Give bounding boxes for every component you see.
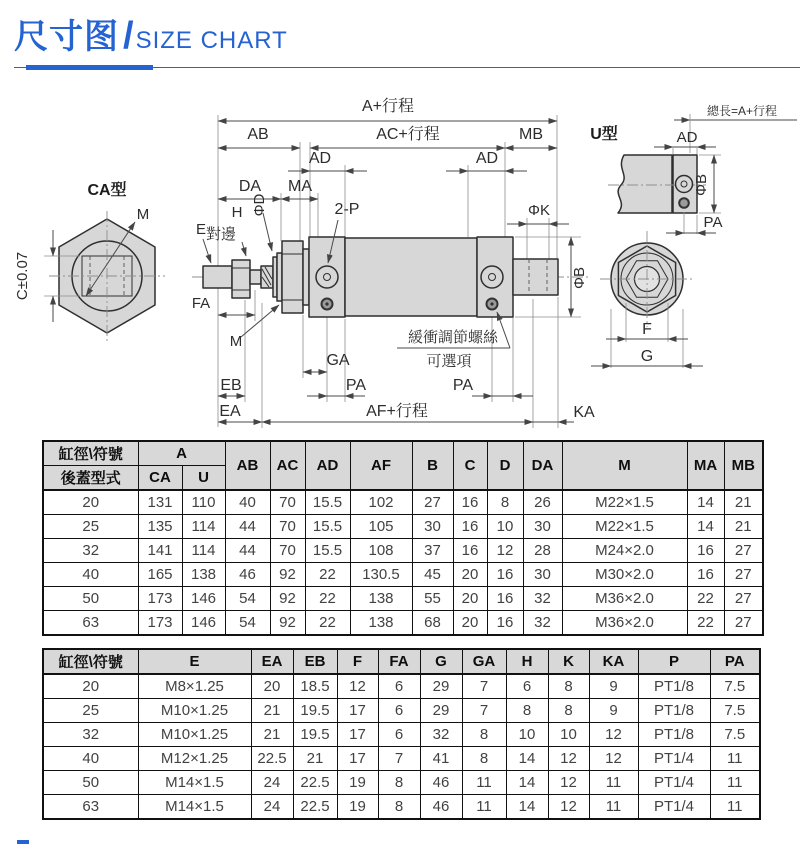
- dimension-value-cell: 22.5: [293, 771, 337, 795]
- dimension-value-cell: 138: [350, 611, 412, 636]
- dimension-value-cell: 108: [350, 539, 412, 563]
- title-slash: /: [123, 15, 134, 57]
- dimension-value-cell: 54: [225, 587, 270, 611]
- cylinder-technical-drawing: [0, 91, 800, 431]
- dimension-value-cell: 10: [548, 723, 589, 747]
- table1-corner-bottom: 後蓋型式: [43, 466, 138, 491]
- dimension-value-cell: 138: [350, 587, 412, 611]
- table-row: [43, 699, 760, 723]
- dimension-value-cell: PT1/8: [638, 674, 710, 699]
- table2-col-e: E: [138, 649, 251, 674]
- table2-col-h: H: [506, 649, 548, 674]
- dimension-value-cell: 7.5: [710, 699, 760, 723]
- dimension-value-cell: 32: [523, 587, 562, 611]
- dimension-value-cell: 24: [251, 771, 293, 795]
- dimension-value-cell: 55: [412, 587, 453, 611]
- dimension-value-cell: 9: [589, 699, 638, 723]
- dimension-value-cell: 28: [523, 539, 562, 563]
- dimension-value-cell: 135: [138, 515, 182, 539]
- dimension-value-cell: 12: [487, 539, 523, 563]
- table-row: [43, 539, 763, 563]
- dim-label-pa-right: PA: [452, 377, 474, 394]
- table-row: [43, 611, 763, 636]
- rear-port-circle: [481, 266, 503, 288]
- table2-col-p: P: [638, 649, 710, 674]
- table1-col-da: DA: [523, 441, 562, 490]
- dim-label-ea: EA: [219, 403, 241, 420]
- dimension-value-cell: 8: [462, 747, 506, 771]
- dim-label-ad-right: AD: [475, 150, 499, 167]
- dimension-value-cell: 22: [687, 611, 724, 636]
- dimension-value-cell: PT1/4: [638, 771, 710, 795]
- dimension-value-cell: 19: [337, 771, 378, 795]
- dim-label-phi-b-main: ΦB: [571, 267, 588, 289]
- dimension-value-cell: M24×2.0: [562, 539, 687, 563]
- dim-label-eb: EB: [220, 377, 242, 394]
- dimension-value-cell: 26: [523, 490, 562, 515]
- bore-size-cell: 32: [43, 723, 138, 747]
- dim-label-ac-stroke: AC+行程: [376, 126, 440, 143]
- table1-corner-top: 缸徑\符號: [43, 441, 138, 466]
- dimension-value-cell: 114: [182, 539, 225, 563]
- dimension-value-cell: 29: [420, 699, 462, 723]
- side-view: [192, 97, 595, 428]
- tube-with-break: [618, 155, 672, 213]
- dimension-value-cell: 8: [506, 699, 548, 723]
- dim-label-f: F: [642, 321, 652, 338]
- dimension-value-cell: 46: [225, 563, 270, 587]
- dim-label-pa-left: PA: [345, 377, 367, 394]
- u-type-view: [590, 104, 797, 234]
- front-port-circle: [316, 266, 338, 288]
- dimension-value-cell: 8: [378, 771, 420, 795]
- dimension-value-cell: 7: [462, 699, 506, 723]
- dimension-value-cell: 9: [589, 674, 638, 699]
- dimension-value-cell: 14: [687, 515, 724, 539]
- dimension-value-cell: 10: [506, 723, 548, 747]
- bore-size-cell: 40: [43, 563, 138, 587]
- dimension-value-cell: 20: [251, 674, 293, 699]
- dimension-value-cell: 27: [724, 587, 763, 611]
- dim-label-ab: AB: [247, 126, 269, 143]
- dimension-value-cell: 14: [506, 771, 548, 795]
- dimension-value-cell: M22×1.5: [562, 515, 687, 539]
- dimension-value-cell: 8: [548, 699, 589, 723]
- dimension-value-cell: M14×1.5: [138, 771, 251, 795]
- table1-col-c: C: [453, 441, 487, 490]
- table1-col-mb: MB: [724, 441, 763, 490]
- cushion-screw-note: 緩衝調節螺絲: [407, 329, 499, 346]
- dimension-value-cell: 17: [337, 723, 378, 747]
- dimension-value-cell: 11: [710, 747, 760, 771]
- dim-label-phi-b-u: ΦB: [693, 174, 710, 196]
- dimension-value-cell: 27: [412, 490, 453, 515]
- page-title: [14, 14, 800, 63]
- dimension-value-cell: 14: [687, 490, 724, 515]
- bore-size-cell: 20: [43, 674, 138, 699]
- dimension-value-cell: 70: [270, 490, 305, 515]
- table1-col-m: M: [562, 441, 687, 490]
- dimension-value-cell: 14: [506, 795, 548, 820]
- dimension-value-cell: 173: [138, 611, 182, 636]
- dim-label-phi-d: ΦD: [251, 193, 268, 217]
- ca-type-label: CA型: [87, 182, 127, 199]
- dimension-value-cell: PT1/8: [638, 723, 710, 747]
- dimension-value-cell: 20: [453, 563, 487, 587]
- dimension-value-cell: 27: [724, 539, 763, 563]
- u-cushion-screw-circle: [679, 198, 689, 208]
- table1-col-ca: CA: [138, 466, 182, 491]
- dimension-value-cell: 12: [589, 723, 638, 747]
- dim-label-ad-u: AD: [676, 129, 698, 146]
- dimension-value-cell: 11: [710, 795, 760, 820]
- dimension-value-cell: M10×1.25: [138, 699, 251, 723]
- dimension-value-cell: 21: [724, 515, 763, 539]
- dimension-value-cell: 92: [270, 587, 305, 611]
- table2-body: [43, 674, 760, 819]
- table1-col-ad: AD: [305, 441, 350, 490]
- dimension-value-cell: 11: [589, 795, 638, 820]
- dimension-value-cell: 15.5: [305, 539, 350, 563]
- table2-col-ka: KA: [589, 649, 638, 674]
- dimension-value-cell: 22: [687, 587, 724, 611]
- bore-size-cell: 50: [43, 771, 138, 795]
- optional-note: 可選項: [426, 353, 472, 370]
- dimension-value-cell: 70: [270, 515, 305, 539]
- dim-label-m-top: M: [136, 206, 150, 223]
- ca-end-view: [14, 181, 165, 341]
- dimension-value-cell: 45: [412, 563, 453, 587]
- dim-label-da: DA: [238, 178, 262, 195]
- dimension-value-cell: 8: [487, 490, 523, 515]
- dimension-value-cell: 105: [350, 515, 412, 539]
- dimension-value-cell: 22.5: [251, 747, 293, 771]
- table2-col-fa: FA: [378, 649, 420, 674]
- dimension-value-cell: 20: [453, 587, 487, 611]
- table-row: [43, 587, 763, 611]
- dim-label-ka: KA: [573, 404, 595, 421]
- dimension-value-cell: 18.5: [293, 674, 337, 699]
- dimension-value-cell: M8×1.25: [138, 674, 251, 699]
- dimension-value-cell: 17: [337, 699, 378, 723]
- bore-size-cell: 63: [43, 795, 138, 820]
- dim-label-ma: MA: [288, 178, 312, 195]
- dimension-value-cell: 32: [523, 611, 562, 636]
- dimension-value-cell: 21: [251, 699, 293, 723]
- dimension-value-cell: 7: [462, 674, 506, 699]
- dimension-value-cell: 41: [420, 747, 462, 771]
- table-row: [43, 563, 763, 587]
- next-section-accent-mark: [17, 840, 29, 844]
- table2-col-k: K: [548, 649, 589, 674]
- dim-label-ga: GA: [326, 352, 350, 369]
- dim-label-e: E: [195, 221, 207, 238]
- dimension-value-cell: 92: [270, 563, 305, 587]
- dim-label-flats: 對邊: [205, 226, 237, 243]
- dimension-value-cell: 11: [462, 771, 506, 795]
- dimension-value-cell: 22: [305, 563, 350, 587]
- dim-label-two-p: 2-P: [334, 201, 360, 218]
- table2-col-ga: GA: [462, 649, 506, 674]
- bore-size-cell: 25: [43, 699, 138, 723]
- table1-col-u: U: [182, 466, 225, 491]
- dim-label-mb: MB: [519, 126, 543, 143]
- dimension-value-cell: 12: [548, 747, 589, 771]
- dimension-value-cell: 68: [412, 611, 453, 636]
- dimension-value-cell: 12: [337, 674, 378, 699]
- dimension-value-cell: 110: [182, 490, 225, 515]
- dimension-value-cell: 20: [453, 611, 487, 636]
- dimension-value-cell: 19.5: [293, 699, 337, 723]
- divider-accent-bar: [26, 65, 153, 70]
- dimension-value-cell: 11: [462, 795, 506, 820]
- dimension-value-cell: 40: [225, 490, 270, 515]
- table1-col-ab: AB: [225, 441, 270, 490]
- dimension-value-cell: 19.5: [293, 723, 337, 747]
- dimension-value-cell: 16: [487, 611, 523, 636]
- dimension-value-cell: PT1/4: [638, 795, 710, 820]
- dimension-table-1: [42, 440, 764, 636]
- dimension-value-cell: 27: [724, 563, 763, 587]
- dimension-value-cell: 27: [724, 611, 763, 636]
- dimension-value-cell: 44: [225, 515, 270, 539]
- table1-col-ac: AC: [270, 441, 305, 490]
- table2-col-f: F: [337, 649, 378, 674]
- dim-label-total-length: 總長=A+行程: [706, 104, 778, 118]
- dimension-value-cell: 21: [293, 747, 337, 771]
- header-divider: [14, 65, 800, 71]
- dimension-value-cell: 22: [305, 587, 350, 611]
- dimension-value-cell: 30: [412, 515, 453, 539]
- dim-label-fa: FA: [191, 295, 211, 312]
- dimension-value-cell: M14×1.5: [138, 795, 251, 820]
- dimension-value-cell: 16: [487, 587, 523, 611]
- dimension-value-cell: 46: [420, 795, 462, 820]
- dim-label-c-tolerance: C±0.07: [14, 251, 31, 301]
- dimension-value-cell: M36×2.0: [562, 611, 687, 636]
- dimension-table-2: [42, 648, 761, 820]
- table1-col-b: B: [412, 441, 453, 490]
- dimension-value-cell: 21: [724, 490, 763, 515]
- dimension-value-cell: 131: [138, 490, 182, 515]
- dimension-value-cell: M30×2.0: [562, 563, 687, 587]
- dimension-value-cell: 138: [182, 563, 225, 587]
- dim-label-a-stroke: A+行程: [361, 98, 415, 115]
- table-row: [43, 490, 763, 515]
- bore-size-cell: 40: [43, 747, 138, 771]
- dimension-value-cell: 146: [182, 611, 225, 636]
- dim-label-m-bottom: M: [229, 333, 243, 350]
- dimension-value-cell: 16: [453, 490, 487, 515]
- dimension-value-cell: 7: [378, 747, 420, 771]
- dimension-value-cell: 17: [337, 747, 378, 771]
- dimension-value-cell: 16: [453, 539, 487, 563]
- dimension-value-cell: 16: [687, 539, 724, 563]
- dimension-value-cell: 37: [412, 539, 453, 563]
- dimension-value-cell: 165: [138, 563, 182, 587]
- title-chinese: 尺寸图: [14, 18, 119, 56]
- dimension-value-cell: 11: [710, 771, 760, 795]
- dimension-value-cell: M36×2.0: [562, 587, 687, 611]
- dim-label-phi-k: ΦK: [528, 202, 550, 219]
- dimension-value-cell: 102: [350, 490, 412, 515]
- bore-size-cell: 20: [43, 490, 138, 515]
- dimension-value-cell: 114: [182, 515, 225, 539]
- table2-col-eb: EB: [293, 649, 337, 674]
- table2-col-ea: EA: [251, 649, 293, 674]
- table-row: [43, 515, 763, 539]
- table2-corner: 缸徑\符號: [43, 649, 138, 674]
- dimension-value-cell: 6: [506, 674, 548, 699]
- dim-label-h: H: [231, 204, 243, 221]
- dimension-value-cell: 14: [506, 747, 548, 771]
- dimension-value-cell: 141: [138, 539, 182, 563]
- dimension-value-cell: 30: [523, 563, 562, 587]
- dimension-value-cell: 24: [251, 795, 293, 820]
- dimension-value-cell: M12×1.25: [138, 747, 251, 771]
- dimension-value-cell: 6: [378, 699, 420, 723]
- table1-col-ma: MA: [687, 441, 724, 490]
- dimension-value-cell: 6: [378, 674, 420, 699]
- dimension-value-cell: 12: [548, 795, 589, 820]
- dimension-value-cell: 7.5: [710, 723, 760, 747]
- dimension-value-cell: 130.5: [350, 563, 412, 587]
- title-english: SIZE CHART: [135, 27, 288, 54]
- dimension-value-cell: 54: [225, 611, 270, 636]
- table1-col-d: D: [487, 441, 523, 490]
- dimension-value-cell: 16: [687, 563, 724, 587]
- dimension-value-cell: 32: [420, 723, 462, 747]
- dimension-value-cell: 19: [337, 795, 378, 820]
- table1-col-a: A: [138, 441, 225, 466]
- dimension-value-cell: 70: [270, 539, 305, 563]
- dimension-value-cell: 16: [453, 515, 487, 539]
- dimension-diagram: [0, 91, 800, 436]
- page-header: [0, 0, 800, 71]
- rod-nut: [232, 260, 250, 298]
- dimension-value-cell: PT1/4: [638, 747, 710, 771]
- bore-size-cell: 63: [43, 611, 138, 636]
- dimension-value-cell: 16: [487, 563, 523, 587]
- dimension-value-cell: 15.5: [305, 515, 350, 539]
- table-row: [43, 723, 760, 747]
- rear-end-view: [591, 231, 703, 368]
- table2-col-pa: PA: [710, 649, 760, 674]
- dimension-value-cell: 92: [270, 611, 305, 636]
- u-port-circle: [676, 176, 693, 193]
- mounting-hex-nut: [282, 241, 303, 313]
- bore-size-cell: 25: [43, 515, 138, 539]
- bore-size-cell: 32: [43, 539, 138, 563]
- dimension-value-cell: 21: [251, 723, 293, 747]
- dimension-value-cell: 8: [548, 674, 589, 699]
- dim-label-g: G: [640, 348, 654, 365]
- table2-col-g: G: [420, 649, 462, 674]
- dimension-value-cell: 8: [378, 795, 420, 820]
- dim-label-af-stroke: AF+行程: [366, 403, 428, 420]
- dimension-value-cell: 46: [420, 771, 462, 795]
- table-row: [43, 771, 760, 795]
- dimension-value-cell: 29: [420, 674, 462, 699]
- table-row: [43, 795, 760, 820]
- bore-size-cell: 50: [43, 587, 138, 611]
- dimension-value-cell: 6: [378, 723, 420, 747]
- dimension-value-cell: M22×1.5: [562, 490, 687, 515]
- dimension-value-cell: 7.5: [710, 674, 760, 699]
- dimension-value-cell: 173: [138, 587, 182, 611]
- table1-col-af: AF: [350, 441, 412, 490]
- dimension-value-cell: 11: [589, 771, 638, 795]
- u-type-label: U型: [590, 126, 618, 143]
- dimension-value-cell: 44: [225, 539, 270, 563]
- piston-rod: [203, 266, 232, 288]
- dimension-value-cell: 146: [182, 587, 225, 611]
- dimension-value-cell: 22.5: [293, 795, 337, 820]
- dimension-value-cell: 10: [487, 515, 523, 539]
- dim-label-pa-u: PA: [703, 214, 723, 231]
- dimension-value-cell: 12: [548, 771, 589, 795]
- rear-boss: [513, 259, 558, 295]
- dim-label-ad-left: AD: [308, 150, 332, 167]
- dimension-value-cell: PT1/8: [638, 699, 710, 723]
- dimension-value-cell: 30: [523, 515, 562, 539]
- table1-body: [43, 490, 763, 635]
- dimension-value-cell: 12: [589, 747, 638, 771]
- table-row: [43, 674, 760, 699]
- dimension-value-cell: 15.5: [305, 490, 350, 515]
- dimension-value-cell: M10×1.25: [138, 723, 251, 747]
- dimension-value-cell: 8: [462, 723, 506, 747]
- dimension-value-cell: 22: [305, 611, 350, 636]
- cylinder-tube: [345, 238, 477, 316]
- table-row: [43, 747, 760, 771]
